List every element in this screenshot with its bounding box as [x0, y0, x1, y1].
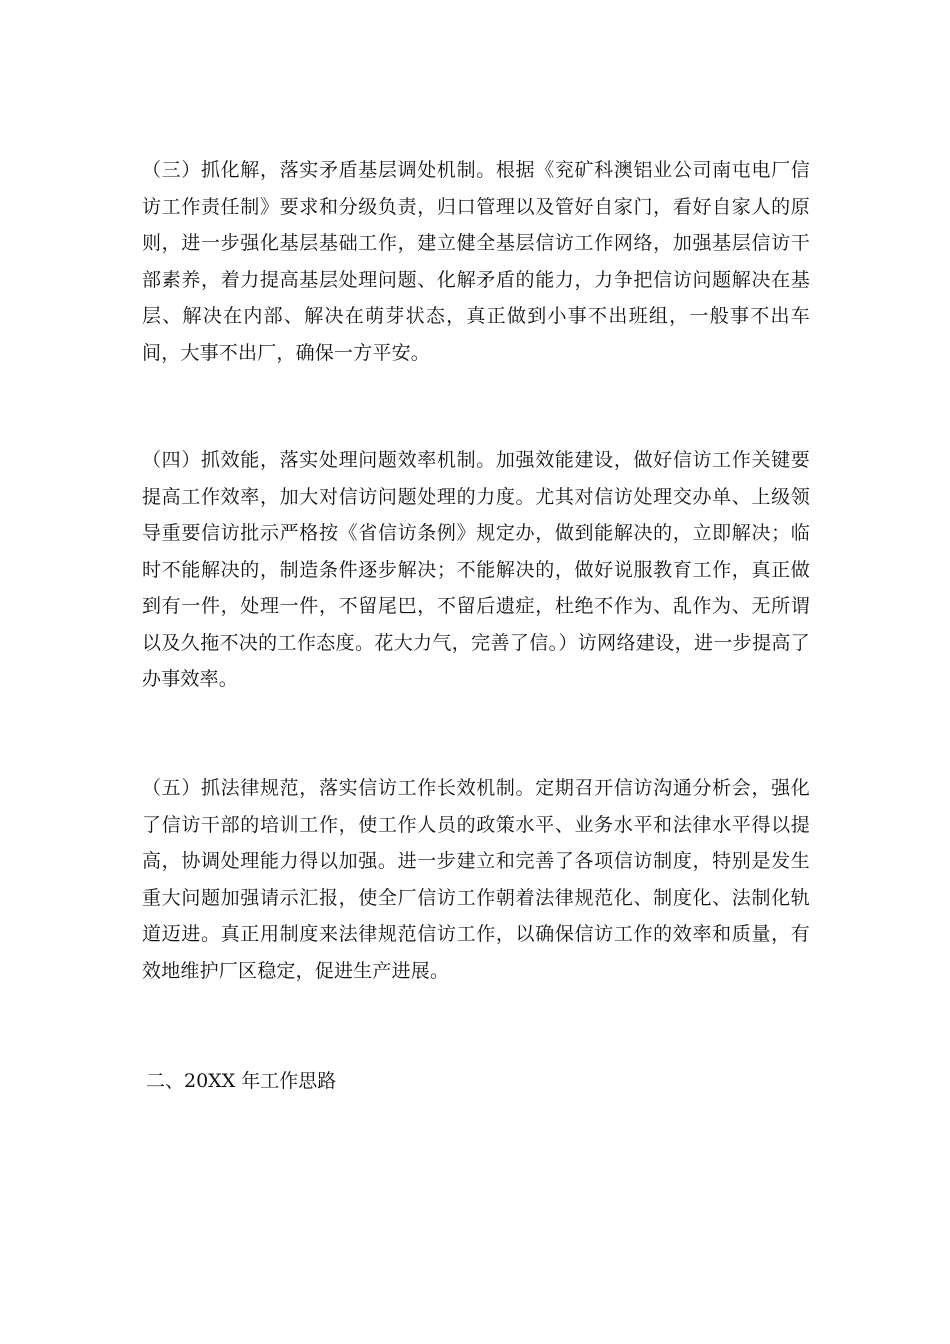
paragraph-section-5: （五）抓法律规范，落实信访工作长效机制。定期召开信访沟通分析会，强化了信访干部的培训工作，使工作人员的政策水平、业务水平和法律水平得以提高，协调处理能力得以加强。进一步建立和完善了各项信访制度，特别是发生重大问题加强请示汇报，使全厂信访工作朝着法律规范化、制度化、法制化轨道迈进。真正用制度来法律规范信访工作，以确保信访工作的效率和质量，有效地维护厂区稳定，促进生产进展。	[142, 777, 810, 982]
paragraph-section-4: （四）抓效能，落实处理问题效率机制。加强效能建设，做好信访工作关键要提高工作效率，加大对信访问题处理的力度。尤其对信访处理交办单、上级领导重要信访批示严格按《省信访条例》规定办，做到能解决的，立即解决；临时不能解决的，制造条件逐步解决；不能解决的，做好说服教育工作，真正做到有一件，处理一件，不留尾巴，不留后遗症，杜绝不作为、乱作为、无所谓以及久拖不决的工作态度。花大力气，完善了信。）访网络建设，进一步提高了办事效率。	[142, 449, 810, 690]
paragraph-section-3: （三）抓化解，落实矛盾基层调处机制。根据《兖矿科澳铝业公司南屯电厂信访工作责任制》要求和分级负责，归口管理以及管好自家门，看好自家人的原则，进一步强化基层基础工作，建立健全基层信访工作网络，加强基层信访干部素养，着力提高基层处理问题、化解矛盾的能力，力争把信访问题解决在基层、解决在内部、解决在萌芽状态，真正做到小事不出班组，一般事不出车间，大事不出厂，确保一方平安。	[142, 159, 810, 364]
section-heading: 二、20XX 年工作思路	[146, 1070, 337, 1092]
